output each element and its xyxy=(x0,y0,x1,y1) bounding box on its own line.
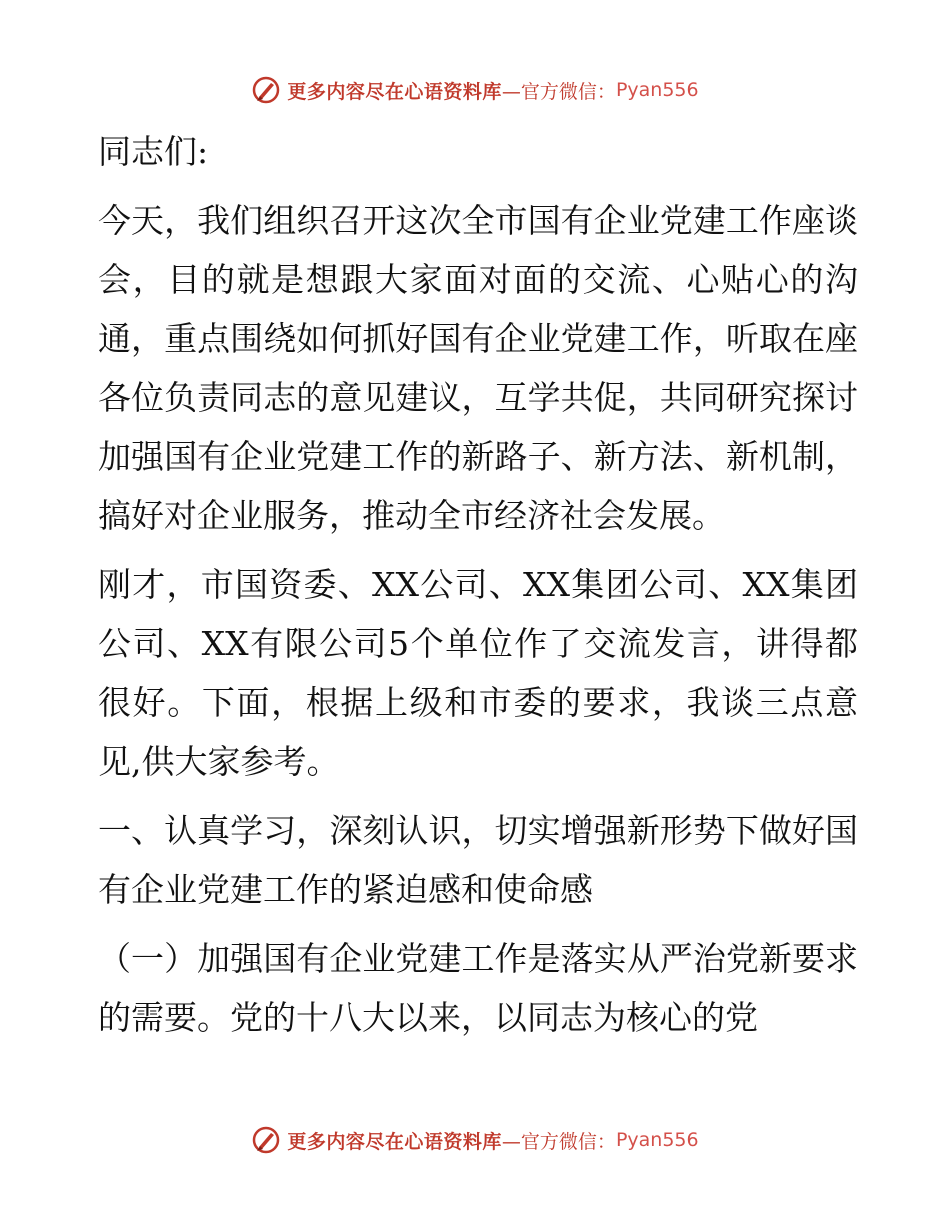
header-watermark xyxy=(0,70,950,110)
paragraph-opening: 今天，我们组织召开这次全市国有企业党建工作座谈会，目的就是想跟大家面对面的交流、心贴心的沟通，重点围绕如何抓好国有企业党建工作，听取在座各位负责同志的意见建议，互学共促，共同研究探讨加强国有企业党建工作的新路子、新方法、新机制，搞好对企业服务，推动全市经济社会发展。 xyxy=(98,201,858,535)
watermark-prefix: 更多内容尽在心语资料库 xyxy=(287,1130,502,1153)
salutation: 同志们: xyxy=(98,132,209,171)
watermark-wechat-id: Pyan556 xyxy=(615,1129,699,1151)
watermark-separator: —官方微信： xyxy=(501,1130,616,1153)
footer-watermark xyxy=(0,1120,950,1160)
watermark-prefix: 更多内容尽在心语资料库 xyxy=(287,80,502,103)
subsection-heading-1-1: （一）加强国有企业党建工作是落实从严治党新要求的需要。党的十八大以来，以同志为核心的党 xyxy=(98,939,858,1037)
watermark-wechat-id: Pyan556 xyxy=(615,79,699,101)
section-heading-1: 一、认真学习，深刻认识，切实增强新形势下做好国有企业党建工作的紧迫感和使命感 xyxy=(98,811,858,909)
quill-circle-icon xyxy=(251,1125,281,1155)
paragraph-speakers: 刚才，市国资委、XX公司、XX集团公司、XX集团公司、XX有限公司5个单位作了交流发言，讲得都很好。下面，根据上级和市委的要求，我谈三点意见,供大家参考。 xyxy=(98,565,858,781)
quill-circle-icon xyxy=(251,75,281,105)
watermark-separator: —官方微信： xyxy=(501,80,616,103)
document-body xyxy=(98,122,858,1047)
